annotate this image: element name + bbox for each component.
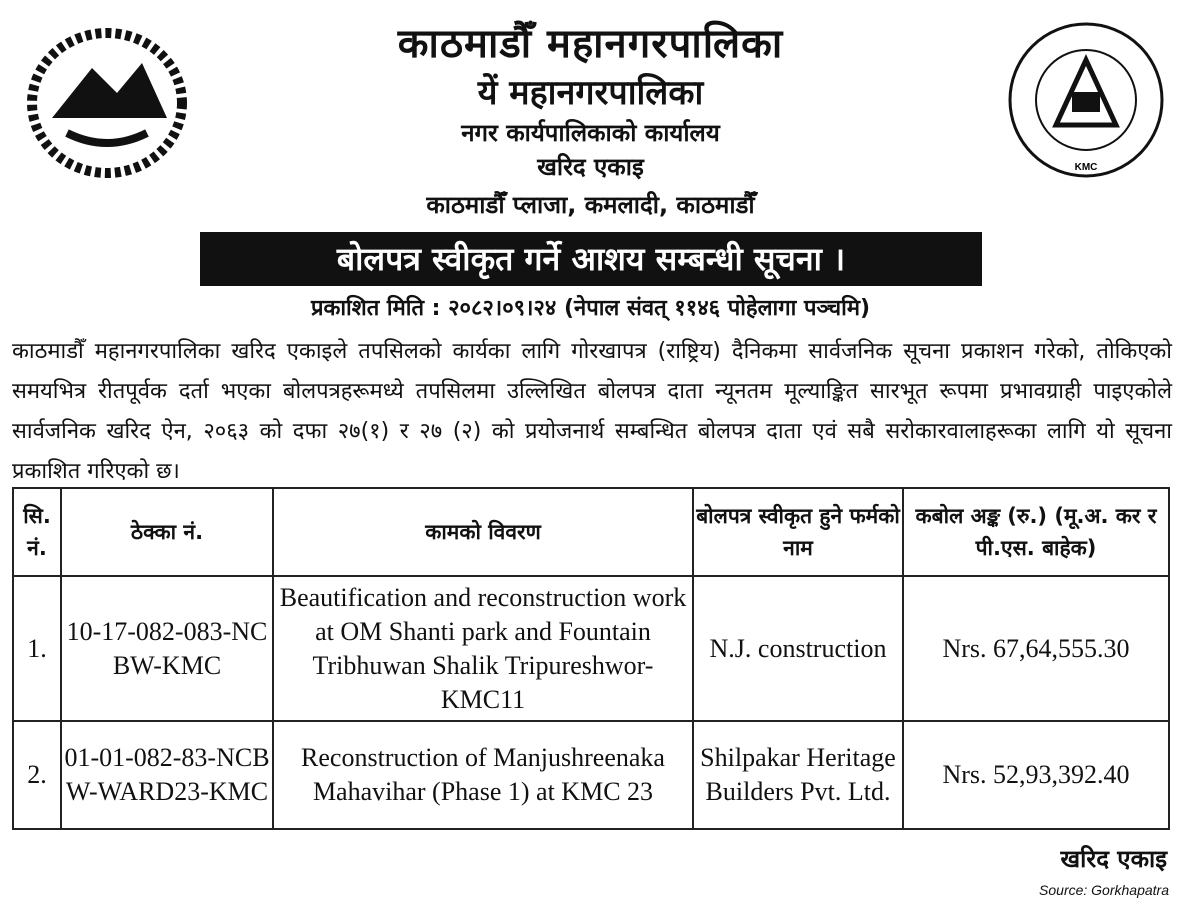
notice-body: काठमाडौँ महानगरपालिका खरिद एकाइले तपसिलको कार्यका लागि गोरखापत्र (राष्ट्रिय) दैनिकमा सार्वजनिक सूचना प्रकाशन गरेको, तोकिएको समयभित्र रीतपूर्वक दर्ता भएका बोलपत्रहरूमध्ये तपसिलमा उल्लिखित बोलपत्र दाता न्यूनतम मूल्याङ्कित सारभूत रूपमा प्रभावग्राही पाइएकोले सार्वजनिक खरिद ऐन, २०६३ को दफा २७(१) र २७ (२) को प्रयोजनार्थ सम्बन्धित बोलपत्र दाता एवं सबै सरोकारवालाहरूका लागि यो सूचना प्रकाशित गरिएको छ। <box>12 339 1172 484</box>
office-name: नगर कार्यपालिकाको कार्यालय <box>461 119 720 147</box>
col-firm: बोलपत्र स्वीकृत हुने फर्मको नाम <box>693 488 903 576</box>
cell-amount: Nrs. 67,64,555.30 <box>903 576 1169 721</box>
bid-table <box>12 487 1170 830</box>
cell-firm: N.J. construction <box>693 576 903 721</box>
col-contract: ठेक्का नं. <box>61 488 273 576</box>
cell-firm: Shilpakar Heritage Builders Pvt. Ltd. <box>693 721 903 829</box>
col-sn: सि. नं. <box>13 488 61 576</box>
unit-name: खरिद एकाइ <box>537 153 644 181</box>
cell-contract: 01-01-082-83-NCBW-WARD23-KMC <box>61 721 273 829</box>
notice-heading: बोलपत्र स्वीकृत गर्ने आशय सम्बन्धी सूचना । <box>200 232 982 286</box>
source-credit: Source: Gorkhapatra <box>1039 882 1169 898</box>
org-title: काठमाडौँ महानगरपालिका <box>397 21 784 67</box>
table-row <box>13 721 1169 829</box>
table-header-row <box>13 488 1169 576</box>
cell-contract: 10-17-082-083-NCBW-KMC <box>61 576 273 721</box>
address: काठमाडौँ प्लाजा, कमलादी, काठमाडौँ <box>426 191 755 219</box>
cell-description: Beautification and reconstruction work at OM Shanti park and Fountain Tribhuwan Shalik Tripureshwor-KMC11 <box>273 576 693 721</box>
published-date: प्रकाशित मिति : २०८२।०९।२४ (नेपाल संवत् ११४६ पोहेलागा पञ्चमि) <box>310 296 871 321</box>
col-amount: कबोल अङ्क (रु.) (मू.अ. कर र पी.एस. बाहेक) <box>903 488 1169 576</box>
cell-sn: 1. <box>13 576 61 721</box>
cell-description: Reconstruction of Manjushreenaka Mahavihar (Phase 1) at KMC 23 <box>273 721 693 829</box>
svg-text:KMC: KMC <box>1074 162 1098 173</box>
signature: खरिद एकाइ <box>1060 845 1167 873</box>
cell-sn: 2. <box>13 721 61 829</box>
table-row <box>13 576 1169 721</box>
cell-amount: Nrs. 52,93,392.40 <box>903 721 1169 829</box>
org-title-nepal-bhasa: यें महानगरपालिका <box>477 73 704 113</box>
col-description: कामको विवरण <box>273 488 693 576</box>
